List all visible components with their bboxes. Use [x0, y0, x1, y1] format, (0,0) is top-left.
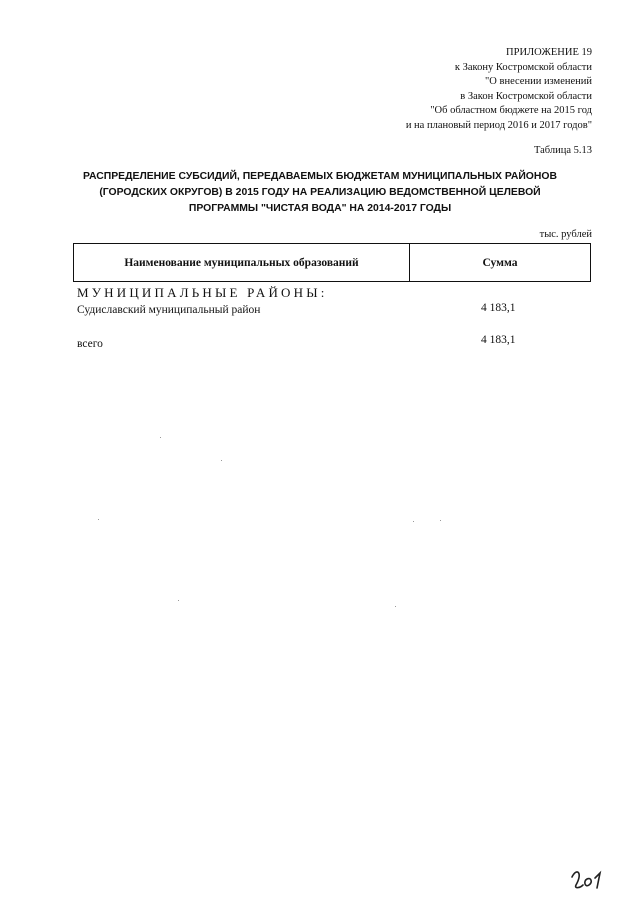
- scan-speck: [221, 460, 222, 461]
- header-sum-column: Сумма: [482, 256, 518, 269]
- title-line: ПРОГРАММЫ "ЧИСТАЯ ВОДА" НА 2014-2017 ГОДЫ: [188, 203, 452, 214]
- section-label: МУНИЦИПАЛЬНЫЕ РАЙОНЫ:: [77, 285, 328, 300]
- appendix-line: "О внесении изменений: [485, 76, 592, 88]
- table-number: Таблица 5.13: [533, 145, 592, 156]
- appendix-line: и на плановый период 2016 и 2017 годов": [405, 119, 592, 131]
- title-line: (ГОРОДСКИХ ОКРУГОВ) В 2015 ГОДУ НА РЕАЛИЗАЦИЮ ВЕДОМСТВЕННОЙ ЦЕЛЕВОЙ: [99, 187, 541, 198]
- appendix-line: ПРИЛОЖЕНИЕ 19: [506, 47, 592, 58]
- header-name-column: Наименование муниципальных образований: [74, 244, 410, 281]
- row-value: 4 183,1: [481, 302, 516, 314]
- scan-speck: [395, 606, 396, 607]
- table-header: [73, 243, 591, 282]
- document-title: [60, 169, 580, 217]
- appendix-line: к Закону Костромской области: [454, 61, 592, 73]
- total-value: 4 183,1: [481, 334, 516, 346]
- handwritten-page-number: [568, 863, 610, 897]
- scan-speck: [413, 521, 414, 522]
- appendix-block: [332, 46, 592, 134]
- scan-speck: [178, 600, 179, 601]
- scan-speck: [440, 520, 441, 521]
- row-name: Судиславский муниципальный район: [77, 304, 261, 316]
- units-label: тыс. рублей: [539, 229, 592, 240]
- scan-speck: [160, 437, 161, 438]
- scan-speck: [98, 519, 99, 520]
- title-line: РАСПРЕДЕЛЕНИЕ СУБСИДИЙ, ПЕРЕДАВАЕМЫХ БЮДЖЕТАМ МУНИЦИПАЛЬНЫХ РАЙОНОВ: [83, 171, 557, 182]
- total-label: всего: [77, 338, 103, 350]
- appendix-line: в Закон Костромской области: [460, 90, 592, 102]
- appendix-line: "Об областном бюджете на 2015 год: [430, 105, 592, 117]
